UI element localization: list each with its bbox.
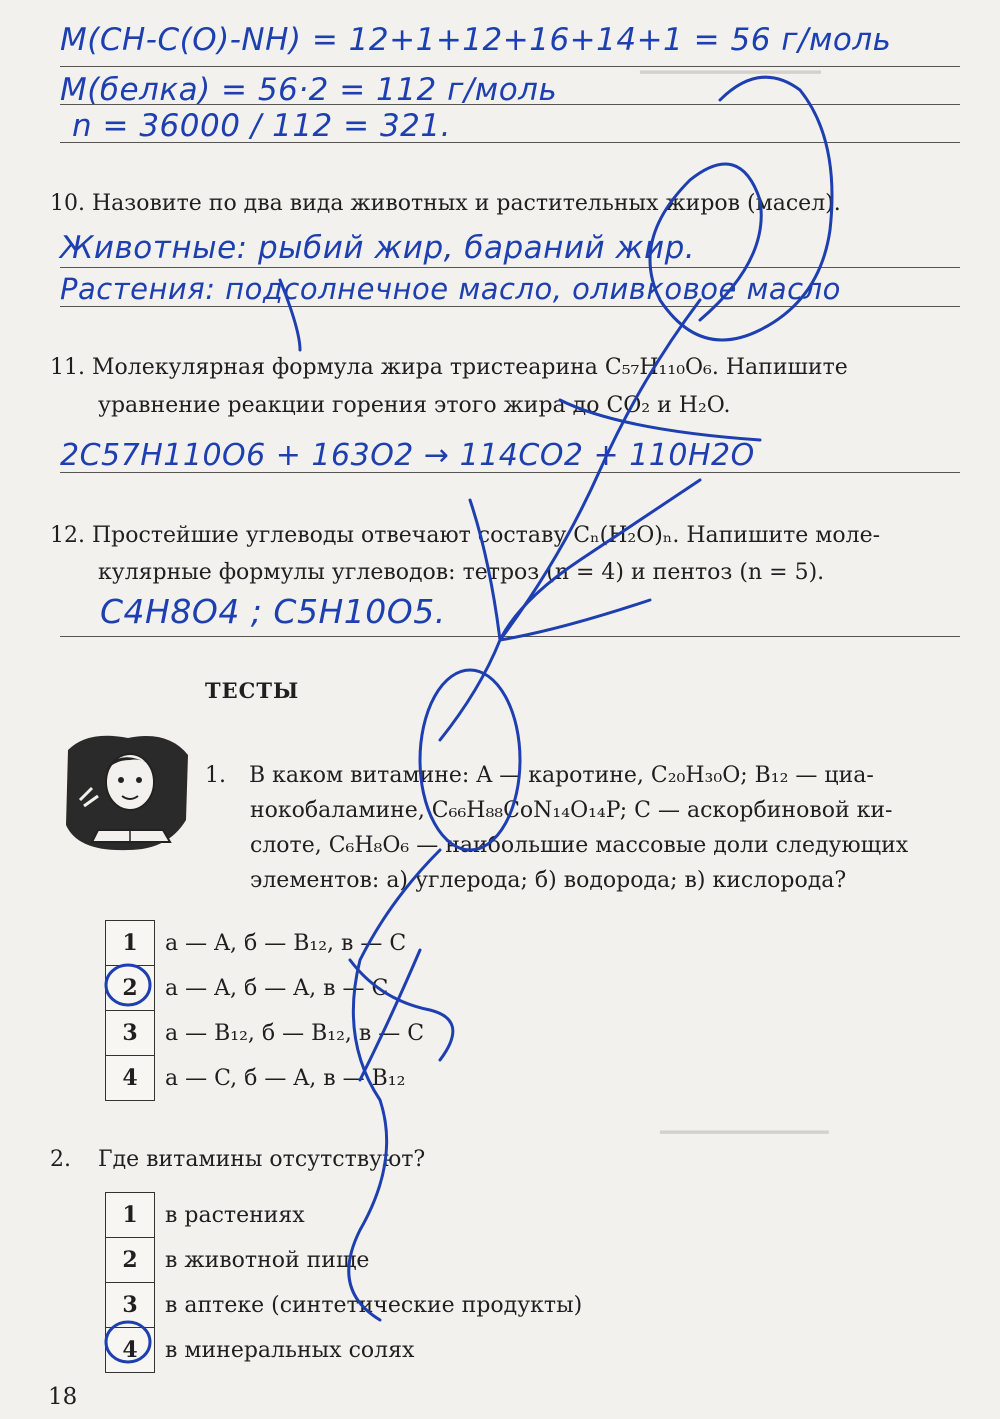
option-text: а — A, б — A, в — C — [165, 975, 389, 1001]
option-text: в аптеке (синтетические продукты) — [165, 1292, 583, 1318]
handwritten-protein-mass-line: M(белка) = 56·2 = 112 г/моль — [60, 72, 558, 108]
option-number: 1 — [106, 1193, 155, 1238]
question-number: 2. — [50, 1147, 71, 1172]
pen-stroke — [360, 950, 420, 1080]
handwritten-animal-fats: Животные: рыбий жир, бараний жир. — [60, 230, 696, 266]
question-text: В каком витамине: A — каротине, C₂₀H₃₀O; B₁₂ — циа- — [249, 763, 874, 788]
option-number: 3 — [106, 1011, 155, 1056]
pen-stroke — [500, 300, 700, 640]
pen-stroke — [350, 960, 453, 1060]
question-text-continued: элементов: а) углерода; б) водорода; в) кислорода? — [250, 868, 847, 893]
bleed-through-text: ━━━━━━━━━━━━━━ — [660, 1120, 829, 1144]
answer-circle-test2-option4 — [106, 1322, 150, 1362]
option-text: а — C, б — A, в — B₁₂ — [165, 1065, 406, 1091]
question-text-continued: нокобаламине, C₆₆H₈₈CoN₁₄O₁₄P; C — аскорбиновой ки- — [250, 798, 893, 823]
option-text: а — B₁₂, б — B₁₂, в — C — [165, 1020, 425, 1046]
pen-stroke — [440, 640, 500, 740]
question-number: 11. — [50, 355, 85, 380]
option-number: 2 — [106, 966, 155, 1011]
tests-heading: ТЕСТЫ — [205, 678, 300, 703]
option-text: а — A, б — B₁₂, в — C — [165, 930, 407, 956]
question-number: 1. — [205, 763, 226, 788]
option-text: в минеральных солях — [165, 1337, 415, 1363]
option-number: 3 — [106, 1283, 155, 1328]
question-text-continued: слоте, C₆H₈O₆ — наибольшие массовые доли следующих — [250, 833, 909, 858]
page-number: 18 — [48, 1384, 78, 1410]
pen-stroke — [560, 400, 760, 440]
question-text: Назовите по два вида животных и растительных жиров (масел). — [92, 191, 841, 216]
handwritten-plant-oils: Растения: подсолнечное масло, оливковое масло — [60, 272, 841, 306]
option-text: в растениях — [165, 1202, 305, 1228]
pen-stroke — [349, 850, 440, 1320]
question-number: 10. — [50, 191, 85, 216]
handwritten-molar-mass-line: M(CH-C(O)-NH) = 12+1+12+16+14+1 = 56 г/моль — [60, 22, 892, 58]
handwritten-combustion-equation: 2C57H110O6 + 163O2 → 114CO2 + 110H2O — [60, 438, 755, 473]
question-text-continued: кулярные формулы углеводов: тетроз (n = 4) и пентоз (n = 5). — [98, 560, 825, 585]
question-text: Простейшие углеводы отвечают составу Cₙ(H₂O)ₙ. Напишите моле- — [92, 523, 881, 548]
answer-circle-test1-option2 — [106, 965, 150, 1005]
option-text: в животной пище — [165, 1247, 370, 1273]
option-number: 1 — [106, 921, 155, 966]
handwritten-carbohydrate-formulas: C4H8O4 ; C5H10O5. — [100, 592, 446, 631]
option-number: 4 — [106, 1328, 155, 1373]
bleed-through-text: ━━━━━━━━━━━━━━━ — [640, 60, 821, 84]
option-number: 4 — [106, 1056, 155, 1101]
handwritten-n-calc-line: n = 36000 / 112 = 321. — [72, 108, 451, 144]
question-text: Молекулярная формула жира тристеарина C₅₇H₁₁₀O₆. Напишите — [92, 355, 848, 380]
question-number: 12. — [50, 523, 85, 548]
question-text: Где витамины отсутствуют? — [98, 1147, 426, 1172]
pen-stroke — [280, 280, 300, 350]
question-text-continued: уравнение реакции горения этого жира до CO₂ и H₂O. — [98, 393, 731, 418]
pen-stroke — [650, 77, 832, 340]
option-number: 2 — [106, 1238, 155, 1283]
